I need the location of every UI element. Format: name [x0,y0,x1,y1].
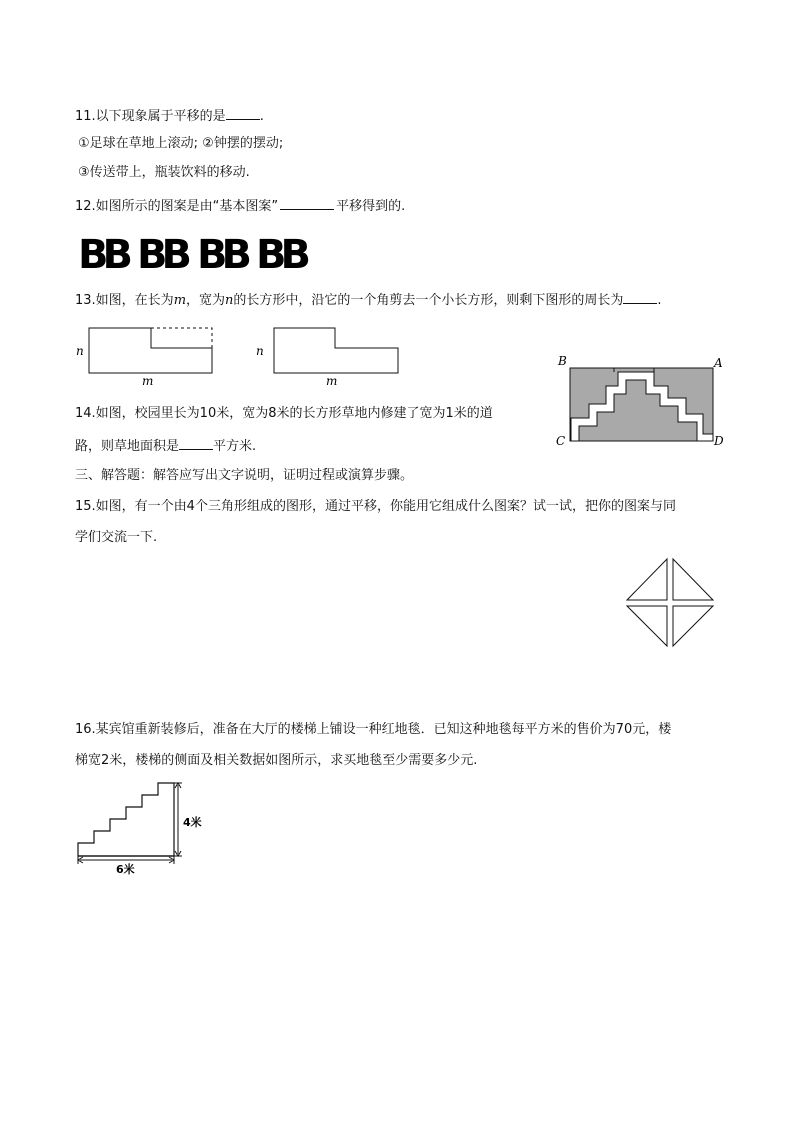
q14-line2-text: 路，则草地面积是 [75,439,180,454]
q16-line2: 梯宽2米，楼梯的侧面及相关数据如图所示，求买地毯至少需要多少元. [75,753,478,768]
q12-stem-text: 12.如图所示的图案是由“基本图案” [75,199,279,214]
q16-line1: 16.某宾馆重新装修后，准备在大厅的楼梯上铺设一种红地毯．已知这种地毯每平方米的售价为70元，楼 [75,722,672,737]
q14-line1: 14.如图，校园里长为10米，宽为8米的长方形草地内修建了宽为1米的道 [75,406,493,421]
q13-stem [75,290,662,310]
q15-triangle-top-left [627,559,667,600]
q13-stem-part3: 的长方形中，沿它的一个角剪去一个小长方形，则剩下图形的周长为 [233,293,624,308]
q13-figure [70,322,420,388]
q11-stem-end: . [259,109,264,124]
q14-line2-end: 平方米. [213,439,257,454]
q12-pattern-unit-3: BB [197,232,246,274]
q15-triangle-bottom-right [673,606,713,646]
q16-staircase-figure [70,776,220,876]
q14-corner-b: B [558,354,567,368]
q12-pattern-figure [74,230,314,274]
q14-line2 [75,436,256,456]
q12-pattern-unit-1: BB [78,232,127,274]
q15-triangle-bottom-left [627,606,667,646]
q13-var-n: n [225,293,234,308]
q12-pattern-unit-2: BB [137,232,186,274]
q11-stem-text: 11.以下现象属于平移的是 [75,109,226,124]
section3-heading: 三、解答题：解答应写出文字说明，证明过程或演算步骤。 [75,468,414,483]
q13-left-label-m: m [142,374,154,388]
q13-right-label-m: m [326,374,338,388]
q12-answer-blank [280,196,334,210]
q11-answer-blank [226,106,260,120]
q13-stem-part2: ，宽为 [186,293,226,308]
q13-stem-part1: 13.如图，在长为 [75,293,174,308]
q14-lawn-figure [552,352,732,450]
q12-stem-end: 平移得到的. [336,199,406,214]
q11-options-line1: ①足球在草地上滚动; ②钟摆的摆动; [78,136,284,151]
q13-right-shape [274,328,398,373]
q14-corner-d: D [714,434,724,448]
q16-staircase [78,783,174,856]
q15-triangle-top-right [673,559,713,600]
q15-line2: 学们交流一下. [75,530,158,545]
q12-stem [75,196,405,216]
q14-answer-blank [179,436,213,450]
q13-var-m: m [173,293,187,308]
q14-corner-c: C [556,434,566,448]
q15-line1: 15.如图，有一个由4个三角形组成的图形，通过平移，你能用它组成什么图案？试一试，把你的图案与同 [75,499,676,514]
q13-left-label-n: n [76,344,84,358]
q13-left-cut-dashed [151,328,212,348]
q13-stem-end: . [657,293,662,308]
q15-triangles-figure [622,555,722,651]
q16-height-dimension [174,783,182,856]
q11-options-line2: ③传送带上，瓶装饮料的移动. [78,165,250,180]
q13-answer-blank [623,290,657,304]
q13-left-shape [89,328,212,373]
q13-right-label-n: n [256,344,264,358]
q14-corner-a: A [714,356,723,370]
q16-width-label: 6米 [116,863,135,876]
q16-height-label: 4米 [183,816,202,829]
q12-pattern-unit-4: BB [256,232,305,274]
q11-stem [75,106,264,126]
